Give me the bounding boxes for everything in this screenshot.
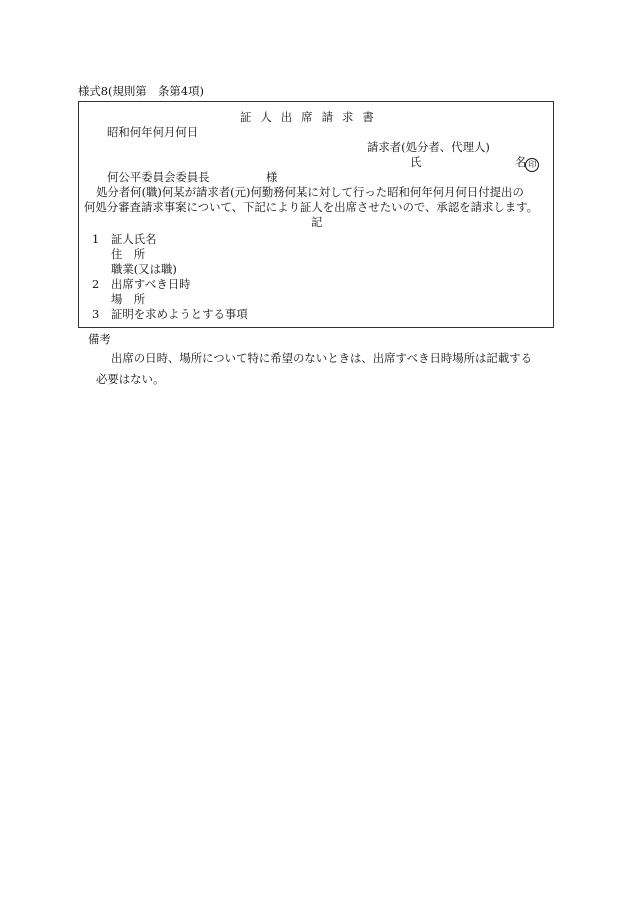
remarks-line-1: 出席の日時、場所について特に希望のないときは、出席すべき日時場所は記載する xyxy=(111,351,532,365)
item-place: 場 所 xyxy=(111,292,146,306)
item-occupation: 職業(又は職) xyxy=(111,262,177,276)
requester-role: 請求者(処分者、代理人) xyxy=(367,140,490,154)
item-witness-name: 証人氏名 xyxy=(111,232,157,246)
form-number-label: 様式8(規則第 条第4項) xyxy=(78,84,204,98)
requester-name-label-mei-text: 名 xyxy=(515,155,527,169)
body-line-2: 何処分審査請求事案について、下記により証人を出席させたいので、承認を請求します。 xyxy=(84,200,539,214)
addressee-honorific: 様 xyxy=(266,170,278,184)
requester-name-label-shi: 氏 xyxy=(410,155,422,169)
item-3-number: 3 xyxy=(92,307,100,321)
item-1-number: 1 xyxy=(92,232,100,246)
remarks-line-2: 必要はない。 xyxy=(96,372,165,386)
form-title: 証人出席請求書 xyxy=(240,110,383,124)
requester-name-label-mei xyxy=(515,155,539,172)
ki-marker: 記 xyxy=(311,215,323,229)
request-date: 昭和何年何月何日 xyxy=(107,125,199,139)
item-2-number: 2 xyxy=(92,277,100,291)
addressee: 何公平委員会委員長 xyxy=(107,170,210,184)
seal-icon: 印 xyxy=(525,158,539,172)
item-address: 住 所 xyxy=(111,247,146,261)
remarks-heading: 備考 xyxy=(88,332,111,346)
item-matters-to-prove: 証明を求めようとする事項 xyxy=(111,307,248,321)
item-attendance-datetime: 出席すべき日時 xyxy=(111,277,191,291)
body-line-1: 処分者何(職)何某が請求者(元)何勤務何某に対して行った昭和何年何月何日付提出の xyxy=(96,185,524,199)
